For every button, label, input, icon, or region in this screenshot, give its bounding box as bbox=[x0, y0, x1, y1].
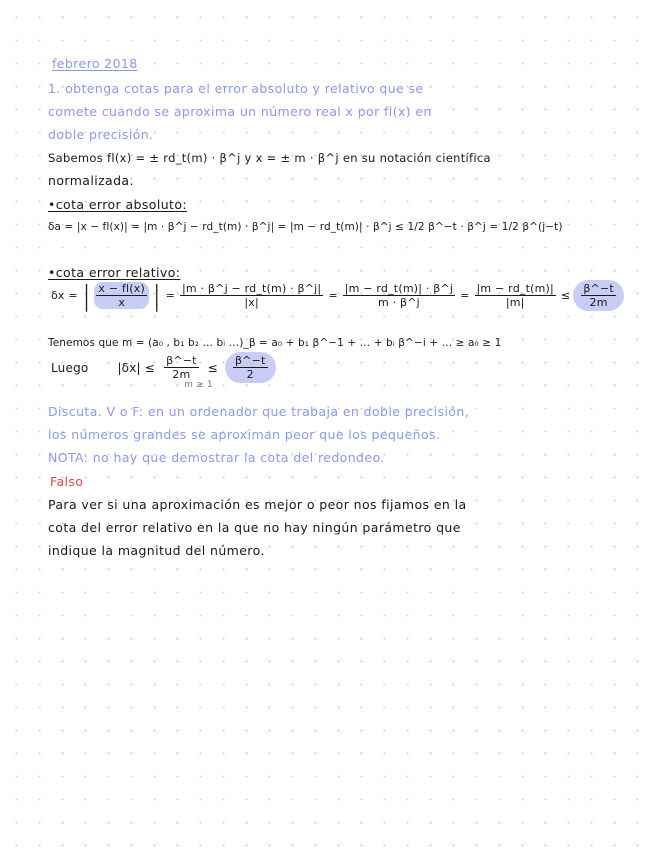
date-heading: febrero 2018 bbox=[52, 56, 138, 71]
rel-fraction-3: $\frac{|m - rd\_t(m)| \cdot \beta\^{}j}{m \cdot \beta\^{}j}$ bbox=[344, 282, 454, 309]
conclusion-fraction-a: $\frac{\beta\^{}-t}{2m}$ bbox=[166, 354, 197, 381]
conclusion-line-2 bbox=[48, 352, 276, 390]
conclusion-note: m ≥ 1 bbox=[184, 380, 213, 390]
rel-fraction-1: $\frac{x - fl(x)}{x}$ bbox=[94, 282, 149, 309]
conclusion-bound-highlight bbox=[225, 352, 276, 383]
answer-label: Falso bbox=[50, 474, 84, 489]
discuss-line-2: los números grandes se aproximan peor que los pequeños. bbox=[48, 427, 441, 442]
discuss-line-1: Discuta. V o F: en un ordenador que trabaja en doble precisión, bbox=[48, 404, 470, 419]
question-line-2: comete cuando se aproxima un número real x por fl(x) en bbox=[48, 104, 432, 119]
conclusion-le: ≤ bbox=[207, 360, 218, 375]
conclusion-fraction-b: $\frac{\beta\^{}-t}{2}$ bbox=[234, 354, 266, 381]
rel-fraction-2: $\frac{|m \cdot \beta\^{}j - rd\_t(m) \cdot \beta\^{}j|}{|x|}$ bbox=[182, 282, 322, 309]
rel-error-title: •cota error relativo: bbox=[48, 265, 181, 280]
abs-error-title: •cota error absoluto: bbox=[48, 197, 187, 212]
rel-bound-highlight bbox=[573, 280, 624, 311]
rel-fraction-5: $\frac{\beta\^{}-t}{2m}$ bbox=[583, 282, 614, 309]
rel-fraction-4: $\frac{|m - rd\_t(m)|}{|m|}$ bbox=[476, 282, 554, 309]
discuss-line-3: NOTA: no hay que demostrar la cota del redondeo. bbox=[48, 450, 385, 465]
rel-lhs: δx = bbox=[51, 289, 78, 302]
answer-line-1: Para ver si una aproximación es mejor o peor nos fijamos en la bbox=[48, 497, 467, 512]
intro-line-2: normalizada. bbox=[48, 173, 134, 188]
answer-line-3: indique la magnitud del número. bbox=[48, 543, 265, 558]
answer-line-2: cota del error relativo en la que no hay ningún parámetro que bbox=[48, 520, 461, 535]
question-line-3: doble precisión. bbox=[48, 127, 154, 142]
question-line-1: 1. obtenga cotas para el error absoluto y relativo que se bbox=[48, 81, 424, 96]
rel-error-formula: δx = | $\frac{x - fl(x)}{x}$ | = $\frac{|m \cdot \beta\^{}j - rd\_t(m) \cdot \beta\^{}j|}{|x|}$ = $\frac{|m - rd\_t(m)| \cdot \beta\^{}j}{m \cdot \beta\^{}j}$ = $\frac{|m - rd\_t(m)|}{|m|}$ ≤ $\frac{\beta\^{}-t}{2m}$ bbox=[48, 280, 624, 311]
conclusion-lhs: |δx| ≤ bbox=[117, 360, 156, 375]
luego-word: Luego bbox=[51, 360, 89, 375]
intro-line-1: Sabemos fl(x) = ± rd_t(m) · β^j y x = ± m · β^j en su notación científica bbox=[48, 151, 491, 165]
abs-error-formula: δa = |x − fl(x)| = |m · β^j − rd_t(m) · β^j| = |m − rd_t(m)| · β^j ≤ 1/2 β^−t · β^j = 1/2 β^(j−t) bbox=[48, 221, 563, 233]
conclusion-line-1: Tenemos que m = (a₀ , b₁ b₂ … bᵢ …)_β = a₀ + b₁ β^−1 + … + bᵢ β^−i + … ≥ a₀ ≥ 1 bbox=[48, 337, 502, 349]
